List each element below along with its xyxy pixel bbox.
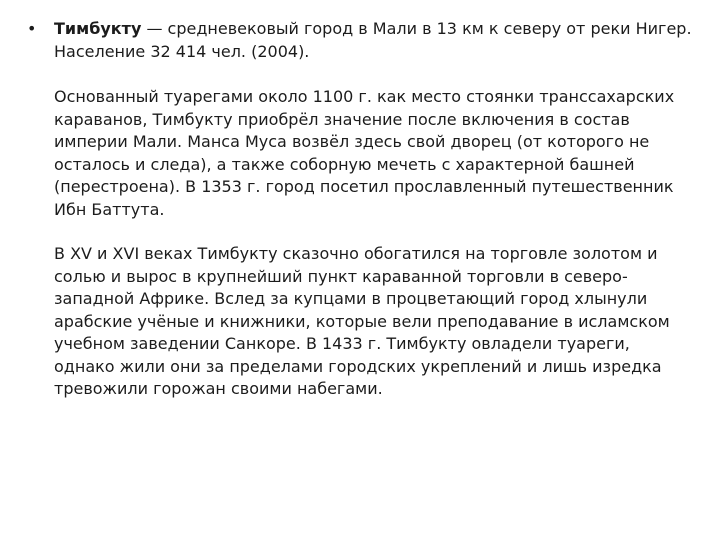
paragraph-line: В XV и XVI веках Тимбукту сказочно обогатился на торговле золотом и bbox=[54, 244, 658, 263]
paragraph-trade bbox=[54, 243, 694, 401]
paragraph-line: однако жили они за пределами городских укреплений и лишь изредка bbox=[54, 356, 662, 376]
slide-text-body bbox=[54, 18, 694, 401]
paragraph-line: солью и вырос в крупнейший пункт караванной торговли в северо- bbox=[54, 266, 628, 286]
paragraph-line: (перестроена). В 1353 г. город посетил прославленный путешественник bbox=[54, 177, 674, 196]
paragraph-line: тревожили горожан своими набегами. bbox=[54, 379, 383, 398]
paragraph-line: учебном заведении Санкоре. В 1433 г. Тимбукту овладели туареги, bbox=[54, 334, 630, 353]
paragraph-line: караванов, Тимбукту приобрёл значение после включения в состав bbox=[54, 109, 630, 129]
heading-paragraph bbox=[54, 18, 694, 63]
heading-term: Тимбукту bbox=[54, 19, 142, 38]
paragraph-founding bbox=[54, 86, 694, 221]
paragraph-line: Основанный туарегами около 1100 г. как место стоянки транссахарских bbox=[54, 87, 675, 106]
heading-line-1 bbox=[54, 18, 694, 41]
heading-line-2: Население 32 414 чел. (2004). bbox=[54, 41, 310, 61]
heading-definition: — средневековый город в Мали в 13 км к северу от реки Нигер. bbox=[141, 19, 692, 38]
paragraph-line: Ибн Баттута. bbox=[54, 199, 165, 219]
paragraph-line: осталось и следа), а также соборную мечеть с характерной башней bbox=[54, 154, 635, 174]
paragraph-line: арабские учёные и книжники, которые вели преподавание в исламском bbox=[54, 311, 670, 331]
paragraph-line: империи Мали. Манса Муса возвёл здесь свой дворец (от которого не bbox=[54, 132, 650, 151]
paragraph-line: западной Африке. Вслед за купцами в процветающий город хлынули bbox=[54, 289, 648, 308]
bullet-icon: • bbox=[27, 19, 37, 38]
